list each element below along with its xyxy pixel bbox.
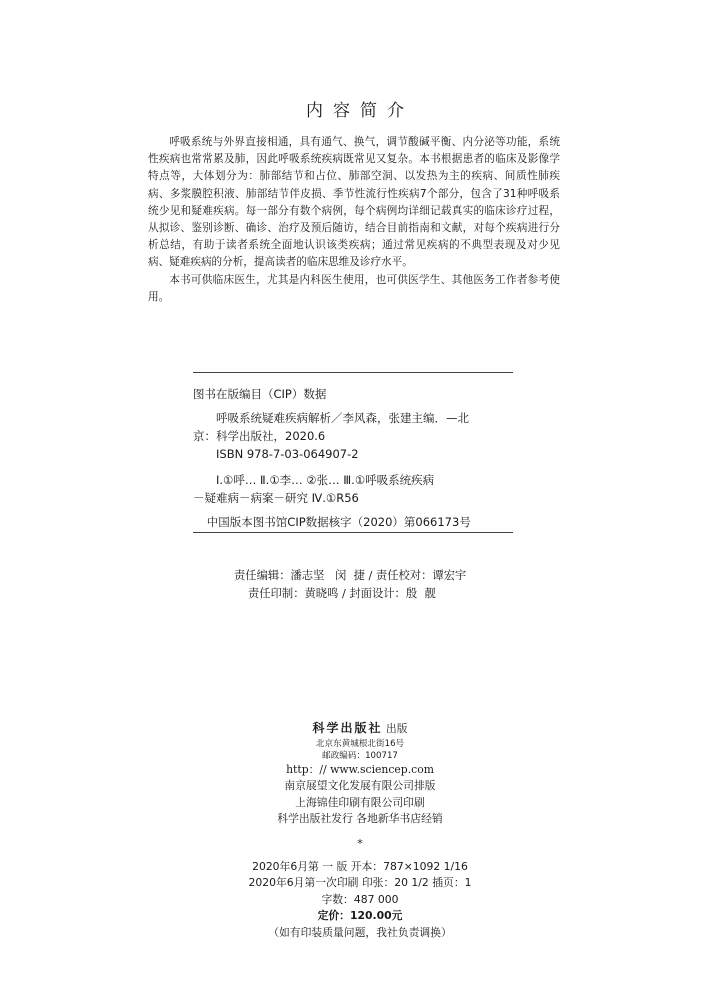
edition-info: 2020年6月第 一 版 开本：787×1092 1/16: [252, 859, 468, 873]
distribution: 科学出版社发行 各地新华书店经销: [277, 812, 443, 826]
intro-text: [148, 134, 560, 306]
staff-row-production: 责任印制：黄晓鸣 / 封面设计：殷 靓: [248, 587, 436, 600]
cip-bottom-divider: [193, 532, 513, 533]
cip-isbn: ISBN 978-7-03-064907-2: [216, 447, 359, 461]
publisher-line: [0, 720, 720, 738]
cip-number: 中国版本图书馆CIP数据核字（2020）第066173号: [206, 515, 471, 529]
cip-top-divider: [193, 372, 513, 373]
quality-notice: （如有印装质量问题，我社负责调换）: [268, 925, 452, 939]
printing-info: 2020年6月第一次印刷 印张：20 1/2 插页：1: [248, 876, 472, 890]
publisher-suffix: 出版: [385, 722, 408, 735]
imprint-block: [0, 720, 720, 942]
typesetter: 南京展望文化发展有限公司排版: [284, 779, 436, 793]
section-title: 内容简介: [306, 101, 414, 121]
cip-subject-line-1: Ⅰ.①呼… Ⅱ.①李… ②张… Ⅲ.①呼吸系统疾病: [216, 473, 435, 487]
staff-row-editors: 责任编辑：潘志坚 闵 捷 / 责任校对：谭宏宇: [234, 569, 467, 582]
publisher-url: http：// www.sciencep.com: [286, 762, 434, 776]
intro-paragraph-2: 本书可供临床医生，尤其是内科医生使用，也可供医学生、其他医务工作者参考使用。: [148, 273, 560, 303]
staff-credits: [0, 567, 720, 603]
cip-title-line: 呼吸系统疑难疾病解析／李风森，张建主编．—北: [216, 411, 469, 425]
intro-paragraph-1: 呼吸系统与外界直接相通，具有通气、换气，调节酸碱平衡、内分泌等功能，系统性疾病也常常累及肺，因此呼吸系统疾病既常见又复杂。本书根据患者的临床及影像学特点等，大体划分为：肺部结节和占位、肺部空洞、以发热为主的疾病、间质性肺疾病、多浆膜腔积液、肺部结节伴皮损、季节性流行性疾病7个部分，包含了31种呼吸系统少见和疑难疾病。每一部分有数个病例，每个病例均详细记载真实的临床诊疗过程，从拟诊、鉴别诊断、确诊、治疗及预后随访，结合目前指南和文献，对每个疾病进行分析总结，有助于读者系统全面地认识该类疾病；通过常见疾病的不典型表现及对少见病、疑难疾病的分析，提高读者的临床思维及诊疗水平。: [148, 136, 560, 269]
publisher-postcode: 邮政编码：100717: [322, 750, 398, 761]
cip-publisher-line: 京：科学出版社，2020.6: [193, 429, 326, 443]
separator-star: *: [357, 836, 363, 850]
cip-data-block: [193, 385, 513, 531]
price: 定价：120.00元: [317, 909, 403, 923]
word-count: 字数：487 000: [321, 892, 399, 906]
cip-subject-line-2: －疑难病－病案－研究 Ⅳ.①R56: [193, 491, 359, 505]
publisher-name: 科学出版社: [312, 721, 383, 735]
publisher-address: 北京东黄城根北街16号: [315, 738, 405, 749]
printer: 上海锦佳印刷有限公司印刷: [295, 795, 425, 809]
cip-heading: 图书在版编目（CIP）数据: [193, 387, 327, 401]
